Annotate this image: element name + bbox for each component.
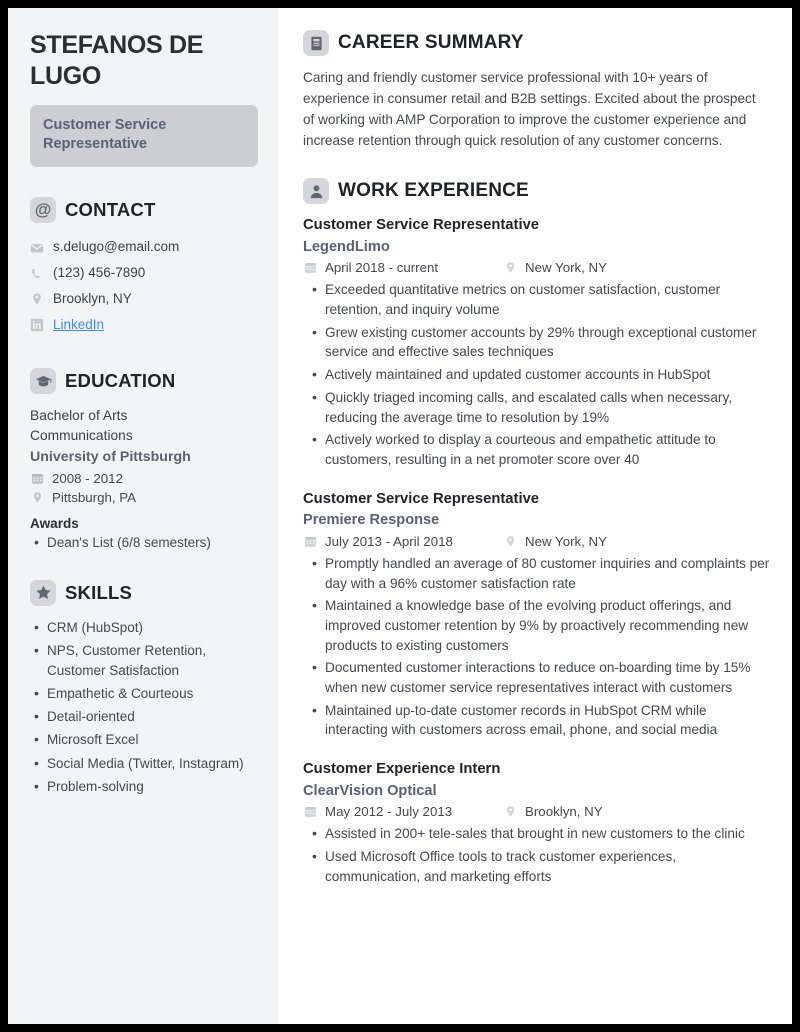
job-location-row: [503, 802, 603, 821]
list-item: • Actively worked to display a courteous and empathetic attitude to customers, resulting in a net promoter score over 40: [303, 430, 770, 469]
list-item: • Used Microsoft Office tools to track customer experiences, communication, and marketing efforts: [303, 847, 770, 886]
job-company: ClearVision Optical: [303, 782, 437, 799]
list-item: • Exceeded quantitative metrics on customer satisfaction, customer retention, and inquiry volume: [303, 280, 770, 319]
job-meta: [303, 532, 770, 551]
job-dates: July 2013 - April 2018: [325, 533, 453, 549]
calendar-icon: [303, 805, 317, 818]
job-title-badge: Customer Service Representative: [30, 105, 258, 167]
awards-label: Awards: [30, 515, 79, 531]
location-pin-icon: [503, 261, 517, 274]
list-item: • Problem-solving: [30, 777, 258, 796]
career-summary-heading: CAREER SUMMARY: [338, 32, 524, 53]
contact-linkedin-row[interactable]: [30, 312, 258, 338]
education-dates: 2008 - 2012: [52, 470, 123, 486]
list-item: • NPS, Customer Retention, Customer Satisfaction: [30, 641, 258, 680]
job-bullets: [303, 824, 770, 886]
job-bullets: [303, 554, 770, 740]
skills-section-header: [30, 580, 258, 606]
location-pin-icon: [503, 805, 517, 818]
resume-page: [8, 8, 792, 1024]
calendar-icon: [303, 261, 317, 274]
page-title: STEFANOS DE LUGO: [30, 31, 204, 90]
list-item: • Documented customer interactions to reduce on-boarding time by 15% when new customer service representatives interact with customers: [303, 658, 770, 697]
graduation-cap-icon: [30, 368, 56, 394]
job-dates-row: [303, 802, 503, 821]
contact-phone-row: [30, 261, 258, 287]
contact-email-text: s.delugo@email.com: [53, 239, 180, 255]
skills-heading: SKILLS: [65, 581, 132, 603]
phone-icon: [30, 267, 44, 281]
location-pin-icon: [30, 292, 44, 306]
education-dates-row: [30, 469, 258, 488]
list-item: • Maintained up-to-date customer records in HubSpot CRM while interacting with customers across email, phone, and social media: [303, 701, 770, 740]
career-summary-text: Caring and friendly customer service professional with 10+ years of experience in consumer retail and B2B settings. Excited about the prospect of working with AMP Corporation to improve the customer experience and increase retention through quick resolution of any customer concerns.: [303, 70, 756, 149]
career-summary-header: [303, 30, 770, 56]
contact-heading: CONTACT: [65, 198, 156, 220]
job-dates-row: [303, 532, 503, 551]
job-location-row: [503, 258, 607, 277]
education-heading: EDUCATION: [65, 370, 176, 392]
awards-list: [30, 533, 258, 552]
job-location: New York, NY: [525, 260, 608, 276]
linkedin-link[interactable]: LinkedIn: [53, 316, 105, 332]
calendar-icon: [303, 535, 317, 548]
job-entry: [303, 759, 770, 886]
education-degree: Bachelor of Arts: [30, 408, 128, 424]
list-item: • Dean's List (6/8 semesters): [30, 533, 258, 552]
location-pin-icon: [503, 535, 517, 548]
list-item: • Detail-oriented: [30, 707, 258, 726]
star-icon: [30, 580, 56, 606]
job-meta: [303, 802, 770, 821]
contact-phone-text: (123) 456-7890: [53, 265, 146, 281]
job-title: Customer Service Representative: [303, 217, 540, 234]
job-title: Customer Experience Intern: [303, 761, 501, 778]
job-dates: May 2012 - July 2013: [325, 804, 453, 820]
job-entry: [303, 215, 770, 469]
education-section-header: [30, 368, 258, 394]
contact-location-row: [30, 286, 258, 312]
work-experience-header: [303, 178, 770, 204]
education-location-row: [30, 488, 258, 507]
education-field: Communications: [30, 428, 133, 444]
list-item: • Grew existing customer accounts by 29% through exceptional customer service and effective sales techniques: [303, 323, 770, 362]
book-icon: [303, 30, 329, 56]
envelope-icon: [30, 241, 44, 255]
education-entry: [30, 406, 258, 552]
job-company: Premiere Response: [303, 512, 440, 529]
list-item: • Promptly handled an average of 80 customer inquiries and complaints per day with a 96% customer satisfaction rate: [303, 554, 770, 593]
sidebar: [8, 8, 278, 1024]
list-item: • Actively maintained and updated customer accounts in HubSpot: [303, 365, 770, 385]
education-school: University of Pittsburgh: [30, 449, 191, 466]
list-item: • Assisted in 200+ tele-sales that brought in new customers to the clinic: [303, 824, 770, 844]
list-item: • Microsoft Excel: [30, 730, 258, 749]
list-item: • CRM (HubSpot): [30, 618, 258, 637]
job-dates: April 2018 - current: [325, 260, 439, 276]
location-pin-icon: [30, 491, 44, 504]
job-location: Brooklyn, NY: [525, 804, 603, 820]
at-icon: @: [30, 197, 56, 223]
skills-list: [30, 618, 258, 796]
education-location: Pittsburgh, PA: [52, 489, 137, 505]
linkedin-icon: [30, 318, 44, 332]
contact-location-text: Brooklyn, NY: [53, 290, 132, 306]
list-item: • Quickly triaged incoming calls, and escalated calls when necessary, reducing the average time to resolution by 19%: [303, 388, 770, 427]
job-location: New York, NY: [525, 533, 608, 549]
list-item: • Maintained a knowledge base of the evolving product offerings, and improved customer retention by 9% by proactively recommending new products to existing customers: [303, 596, 770, 655]
job-title: Customer Service Representative: [303, 490, 540, 507]
work-experience-heading: WORK EXPERIENCE: [338, 180, 529, 202]
calendar-icon: [30, 472, 44, 485]
main-content: [278, 8, 792, 1024]
job-dates-row: [303, 258, 503, 277]
list-item: • Empathetic & Courteous: [30, 684, 258, 703]
job-bullets: [303, 280, 770, 469]
job-company: LegendLimo: [303, 238, 390, 255]
job-location-row: [503, 532, 607, 551]
contact-email-row: [30, 235, 258, 261]
job-meta: [303, 258, 770, 277]
person-icon: [303, 178, 329, 204]
job-entry: [303, 489, 770, 740]
list-item: • Social Media (Twitter, Instagram): [30, 754, 258, 773]
contact-section-header: [30, 197, 258, 223]
contact-list: [30, 235, 258, 339]
